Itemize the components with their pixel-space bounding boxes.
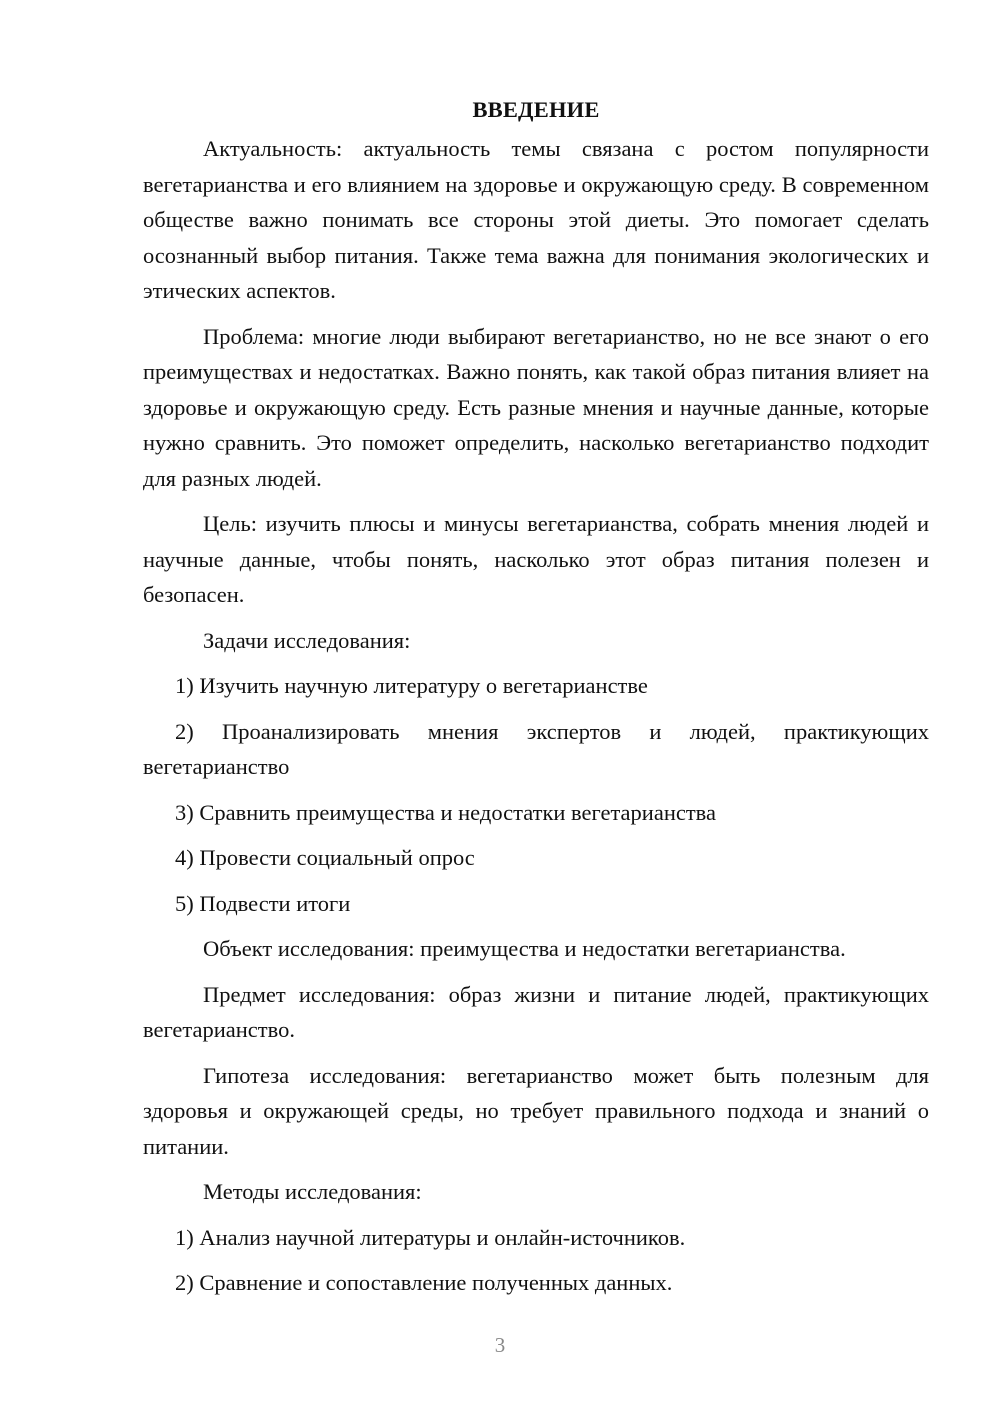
task-item-2: 2) Проанализировать мнения экспертов и людей, практикующих вегетарианство [143, 718, 929, 779]
task-item-5: 5) Подвести итоги [175, 890, 351, 916]
object-paragraph: Объект исследования: преимущества и недостатки вегетарианства. [203, 936, 846, 961]
hypothesis-paragraph: Гипотеза исследования: вегетарианство может быть полезным для здоровья и окружающей среды, но требует правильного подхода и знаний о питании. [143, 1062, 929, 1159]
methods-heading: Методы исследования: [203, 1179, 422, 1204]
relevance-paragraph: Актуальность: актуальность темы связана с ростом популярности вегетарианства и его влиянием на здоровье и окружающую среду. В современном обществе важно понимать все стороны этой диеты. Это помогает сделать осознанный выбор питания. Также тема важна для понимания экологических и этических аспектов. [143, 136, 929, 303]
subject-paragraph: Предмет исследования: образ жизни и питание людей, практикующих вегетарианство. [143, 981, 929, 1042]
problem-paragraph: Проблема: многие люди выбирают вегетарианство, но не все знают о его преимуществах и недостатках. Важно понять, как такой образ питания влияет на здоровье и окружающую среду. Есть разные мнения и научные данные, которые нужно сравнить. Это поможет определить, насколько вегетарианство подходит для разных людей. [143, 323, 929, 491]
method-item-2: 2) Сравнение и сопоставление полученных данных. [175, 1270, 673, 1295]
document-page [143, 92, 929, 1311]
tasks-heading: Задачи исследования: [203, 627, 411, 653]
introduction-heading: ВВЕДЕНИЕ [472, 97, 600, 122]
goal-paragraph: Цель: изучить плюсы и минусы вегетарианства, собрать мнения людей и научные данные, чтобы понять, насколько этот образ питания полезен и безопасен. [143, 511, 929, 607]
method-item-1: 1) Анализ научной литературы и онлайн-источников. [175, 1224, 686, 1250]
page-number: 3 [494, 1333, 506, 1357]
task-item-1: 1) Изучить научную литературу о вегетарианстве [175, 673, 648, 698]
task-item-4: 4) Провести социальный опрос [175, 845, 475, 870]
task-item-3: 3) Сравнить преимущества и недостатки вегетарианства [175, 799, 716, 825]
